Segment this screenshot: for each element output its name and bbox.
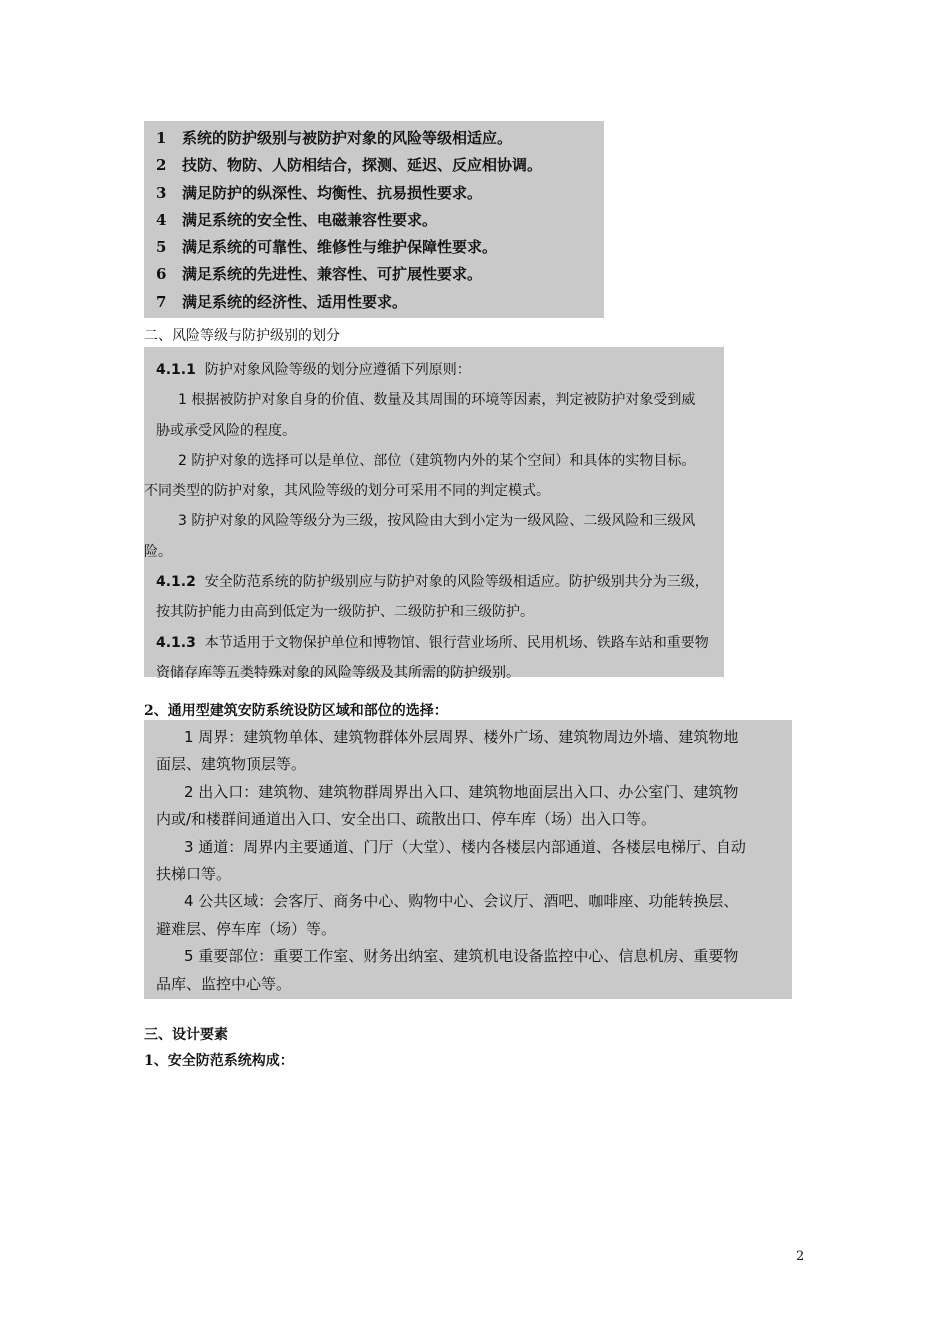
clause-4-1-1: 4.1.1 防护对象风险等级的划分应遵循下列原则： bbox=[156, 362, 471, 378]
area-item-1-cont: 面层、建筑物顶层等。 bbox=[156, 755, 307, 774]
principle-item: 1 系统的防护级别与被防护对象的风险等级相适应。 bbox=[156, 129, 513, 147]
area-item-4-cont: 避难层、停车库（场）等。 bbox=[156, 919, 337, 938]
principle-item: 3 满足防护的纵深性、均衡性、抗易损性要求。 bbox=[156, 183, 483, 202]
area-item-3: 3 通道：周界内主要通道、门厅（大堂）、楼内各楼层内部通道、各楼层电梯厅、自动 bbox=[184, 837, 746, 856]
principle-item: 5 满足系统的可靠性、维修性与维护保障性要求。 bbox=[156, 238, 498, 257]
clause-4-1-2-cont: 按其防护能力由高到低定为一级防护、二级防护和三级防护。 bbox=[156, 604, 534, 621]
section3-heading: 三、设计要素 bbox=[144, 1027, 228, 1043]
clause-item-1-cont: 胁或承受风险的程度。 bbox=[156, 422, 296, 439]
areas-heading: 2、通用型建筑安防系统设防区域和部位的选择： bbox=[144, 703, 448, 719]
area-item-2-cont: 内或/和楼群间通道出入口、安全出口、疏散出口、停车库（场）出入口等。 bbox=[156, 810, 657, 829]
clause-item-2: 2 防护对象的选择可以是单位、部位（建筑物内外的某个空间）和具体的实物目标。 bbox=[178, 452, 696, 469]
clause-item-3-cont: 险。 bbox=[144, 543, 172, 560]
system-composition-heading: 1、安全防范系统构成： bbox=[144, 1053, 294, 1069]
clause-item-3: 3 防护对象的风险等级分为三级，按风险由大到小定为一级风险、二级风险和三级风 bbox=[178, 513, 696, 530]
principles-block bbox=[144, 121, 604, 318]
clause-4-1-3: 4.1.3 本节适用于文物保护单位和博物馆、银行营业场所、民用机场、铁路车站和重要物 bbox=[156, 634, 709, 651]
areas-block bbox=[144, 720, 792, 999]
clause-4-1-3-cont: 资储存库等五类特殊对象的风险等级及其所需的防护级别。 bbox=[156, 664, 520, 681]
section2-heading: 二、风险等级与防护级别的划分 bbox=[144, 328, 340, 344]
principle-item: 7 满足系统的经济性、适用性要求。 bbox=[156, 292, 408, 311]
principle-item: 4 满足系统的安全性、电磁兼容性要求。 bbox=[156, 210, 438, 229]
clause-4-1-2: 4.1.2 安全防范系统的防护级别应与防护对象的风险等级相适应。防护级别共分为三级， bbox=[156, 574, 709, 591]
area-item-2: 2 出入口：建筑物、建筑物群周界出入口、建筑物地面层出入口、办公室门、建筑物 bbox=[184, 782, 739, 801]
risk-clauses-block bbox=[144, 347, 724, 681]
page-number: 2 bbox=[796, 1249, 805, 1264]
principle-item: 2 技防、物防、人防相结合，探测、延迟、反应相协调。 bbox=[156, 156, 543, 175]
area-item-5-cont: 品库、监控中心等。 bbox=[156, 974, 292, 993]
area-item-1: 1 周界：建筑物单体、建筑物群体外层周界、楼外广场、建筑物周边外墙、建筑物地 bbox=[184, 728, 739, 746]
principle-item: 6 满足系统的先进性、兼容性、可扩展性要求。 bbox=[156, 265, 483, 284]
area-item-5: 5 重要部位：重要工作室、财务出纳室、建筑机电设备监控中心、信息机房、重要物 bbox=[184, 947, 739, 966]
area-item-3-cont: 扶梯口等。 bbox=[156, 865, 232, 884]
area-item-4: 4 公共区域：会客厅、商务中心、购物中心、会议厅、酒吧、咖啡座、功能转换层、 bbox=[184, 892, 739, 911]
clause-item-2-cont: 不同类型的防护对象，其风险等级的划分可采用不同的判定模式。 bbox=[144, 483, 550, 500]
clause-item-1: 1 根据被防护对象自身的价值、数量及其周围的环境等因素，判定被防护对象受到威 bbox=[178, 392, 696, 409]
